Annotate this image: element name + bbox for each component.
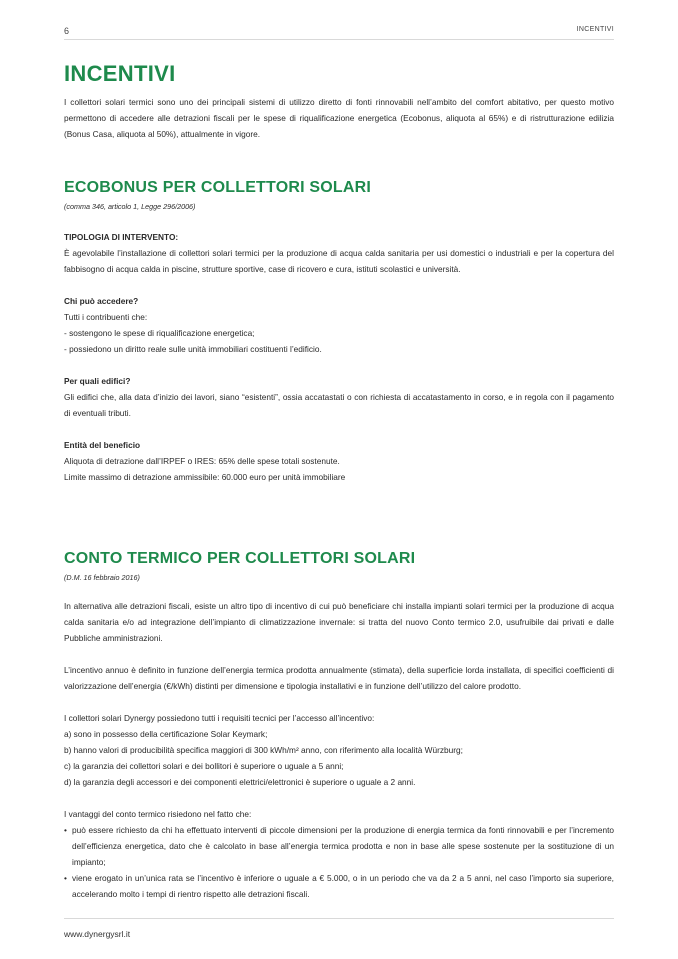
- requirements-intro: I collettori solari Dynergy possiedono tutti i requisiti tecnici per l’accesso all’incentivo:: [64, 713, 375, 723]
- entita-line: Limite massimo di detrazione ammissibile: 60.000 euro per unità immobiliare: [64, 472, 346, 482]
- entita-label: Entità del beneficio: [64, 440, 141, 450]
- footer-divider: [64, 918, 614, 919]
- list-item: • può essere richiesto da chi ha effettuato interventi di piccole dimensioni per la produzione di energia termica da fonti rinnovabili e per l’incremento dell’efficienza energetica, dato che è calcolato in base all’energia termica prodotta e non in base alle spese sostenute per la sostituzione di un impianto;: [64, 822, 614, 870]
- running-title: INCENTIVI: [576, 26, 614, 33]
- requirements-list: [64, 726, 614, 790]
- ecobonus-reference: (comma 346, articolo 1, Legge 296/2006): [64, 202, 196, 211]
- list-item: • viene erogato in un’unica rata se l’incentivo è inferiore o uguale a € 5.000, o in un periodo che va da 2 a 5 anni, nel caso l’importo sia superiore, accelerando molto i tempi di rientro rispetto alle detrazioni fiscali.: [64, 870, 614, 902]
- intro-paragraph: I collettori solari termici sono uno dei principali sistemi di utilizzo diretto di fonti rinnovabili nell’ambito del comfort abitativo, per questo motivo permettono di accedere alle detrazioni fiscali per le spese di riqualificazione energetica (Ecobonus, aliquota al 65%) e di ristrutturazione edilizia (Bonus Casa, aliquota al 50%), attualmente in vigore.: [64, 97, 614, 139]
- tipologia-text: È agevolabile l’installazione di collettori solari termici per la produzione di acqua calda sanitaria per usi domestici o industriali e per la copertura del fabbisogno di acqua calda in piscine, strutture sportive, case di ricovero e cura, istituti scolastici e università.: [64, 248, 614, 274]
- entita-line: Aliquota di detrazione dall’IRPEF o IRES: 65% delle spese totali sostenute.: [64, 456, 340, 466]
- page-title: INCENTIVI: [64, 61, 176, 86]
- list-item: c) la garanzia dei collettori solari e dei bollitori è superiore o uguale a 5 anni;: [64, 761, 344, 771]
- vantaggi-intro: I vantaggi del conto termico risiedono nel fatto che:: [64, 809, 252, 819]
- list-item: a) sono in possesso della certificazione Solar Keymark;: [64, 729, 268, 739]
- list-item: - sostengono le spese di riqualificazione energetica;: [64, 328, 255, 338]
- page-number: 6: [64, 26, 70, 36]
- chi-label: Chi può accedere?: [64, 296, 139, 306]
- chi-list: [64, 325, 614, 357]
- conto-paragraph-1: In alternativa alle detrazioni fiscali, esiste un altro tipo di incentivo di cui può beneficiare chi installa impianti solari termici per la produzione di acqua calda sanitaria e/o ad integrazione dell’impianto di climatizzazione invernale: si tratta del nuovo Conto termico 2.0, usufruibile dai privati e dalle Pubbliche amministrazioni.: [64, 601, 614, 643]
- list-item: d) la garanzia degli accessori e dei componenti elettrici/elettronici è superiore o uguale a 2 anni.: [64, 777, 416, 787]
- tipologia-label: TIPOLOGIA DI INTERVENTO:: [64, 232, 179, 242]
- chi-intro: Tutti i contribuenti che:: [64, 312, 148, 322]
- conto-reference: (D.M. 16 febbraio 2016): [64, 573, 140, 582]
- conto-heading: CONTO TERMICO PER COLLETTORI SOLARI: [64, 550, 416, 567]
- list-item: b) hanno valori di producibilità specifica maggiori di 300 kWh/m² anno, con riferimento alla località Würzburg;: [64, 745, 463, 755]
- ecobonus-heading: ECOBONUS PER COLLETTORI SOLARI: [64, 179, 372, 196]
- edifici-text: Gli edifici che, alla data d’inizio dei lavori, siano “esistenti”, ossia accatastati o con richiesta di accatastamento in corso, e in regola con il pagamento di eventuali tributi.: [64, 392, 614, 418]
- vantaggi-list: [64, 822, 614, 902]
- main-content: [64, 60, 614, 902]
- edifici-label: Per quali edifici?: [64, 376, 131, 386]
- list-item: - possiedono un diritto reale sulle unità immobiliari costituenti l’edificio.: [64, 344, 322, 354]
- footer-url[interactable]: www.dynergysrl.it: [64, 929, 131, 939]
- conto-paragraph-2: L’incentivo annuo è definito in funzione dell’energia termica prodotta annualmente (stimata), della superficie lorda installata, di specifici coefficienti di valorizzazione dell’energia (€/kWh) distinti per dimensione e tipologia installativi e in funzione dell’utilizzo del calore prodotto.: [64, 665, 614, 691]
- page-header: [64, 24, 614, 40]
- header-divider: [64, 39, 614, 40]
